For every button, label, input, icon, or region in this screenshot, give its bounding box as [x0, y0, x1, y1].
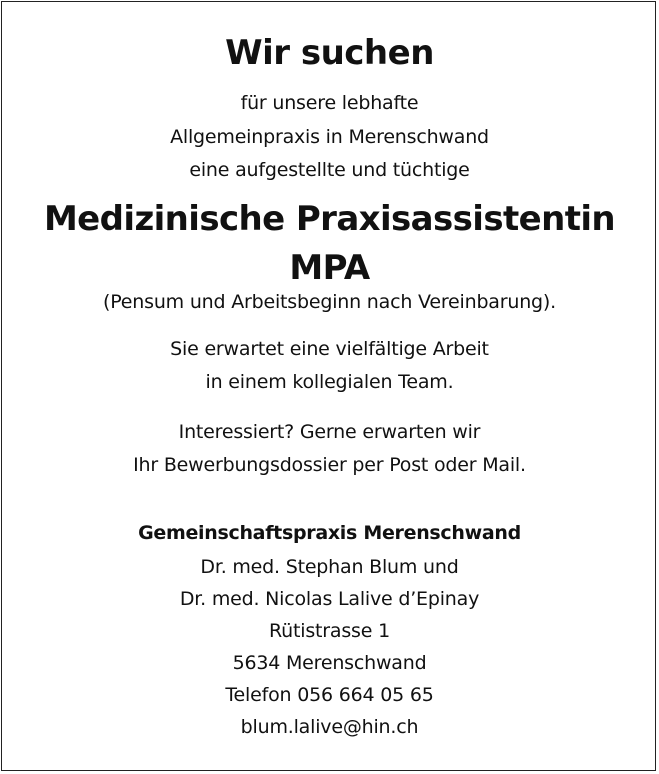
- headline: Wir suchen: [225, 33, 434, 73]
- workload-note: (Pensum und Arbeitsbeginn nach Vereinbarung).: [103, 291, 556, 313]
- intro-line-2: Allgemeinpraxis in Merenschwand: [170, 126, 489, 148]
- offer-line-2: in einem kollegialen Team.: [205, 371, 454, 393]
- city-address: 5634 Merenschwand: [232, 652, 427, 674]
- doctor-1: Dr. med. Stephan Blum und: [200, 556, 459, 578]
- cta-line-1: Interessiert? Gerne erwarten wir: [178, 421, 481, 443]
- position-title: Medizinische Praxisassistentin: [43, 199, 616, 239]
- intro-line-3: eine aufgestellte und tüchtige: [189, 159, 470, 181]
- cta-line-2: Ihr Bewerbungsdossier per Post oder Mail.: [133, 454, 526, 476]
- intro-line-1: für unsere lebhafte: [240, 92, 419, 114]
- email-address: blum.lalive@hin.ch: [240, 716, 419, 738]
- offer-line-1: Sie erwartet eine vielfältige Arbeit: [170, 338, 489, 360]
- doctor-2: Dr. med. Nicolas Lalive d’Epinay: [179, 588, 480, 610]
- phone-number: Telefon 056 664 05 65: [225, 684, 434, 706]
- practice-name: Gemeinschaftspraxis Merenschwand: [138, 522, 521, 544]
- position-abbr: MPA: [289, 248, 370, 288]
- street-address: Rütistrasse 1: [269, 620, 390, 642]
